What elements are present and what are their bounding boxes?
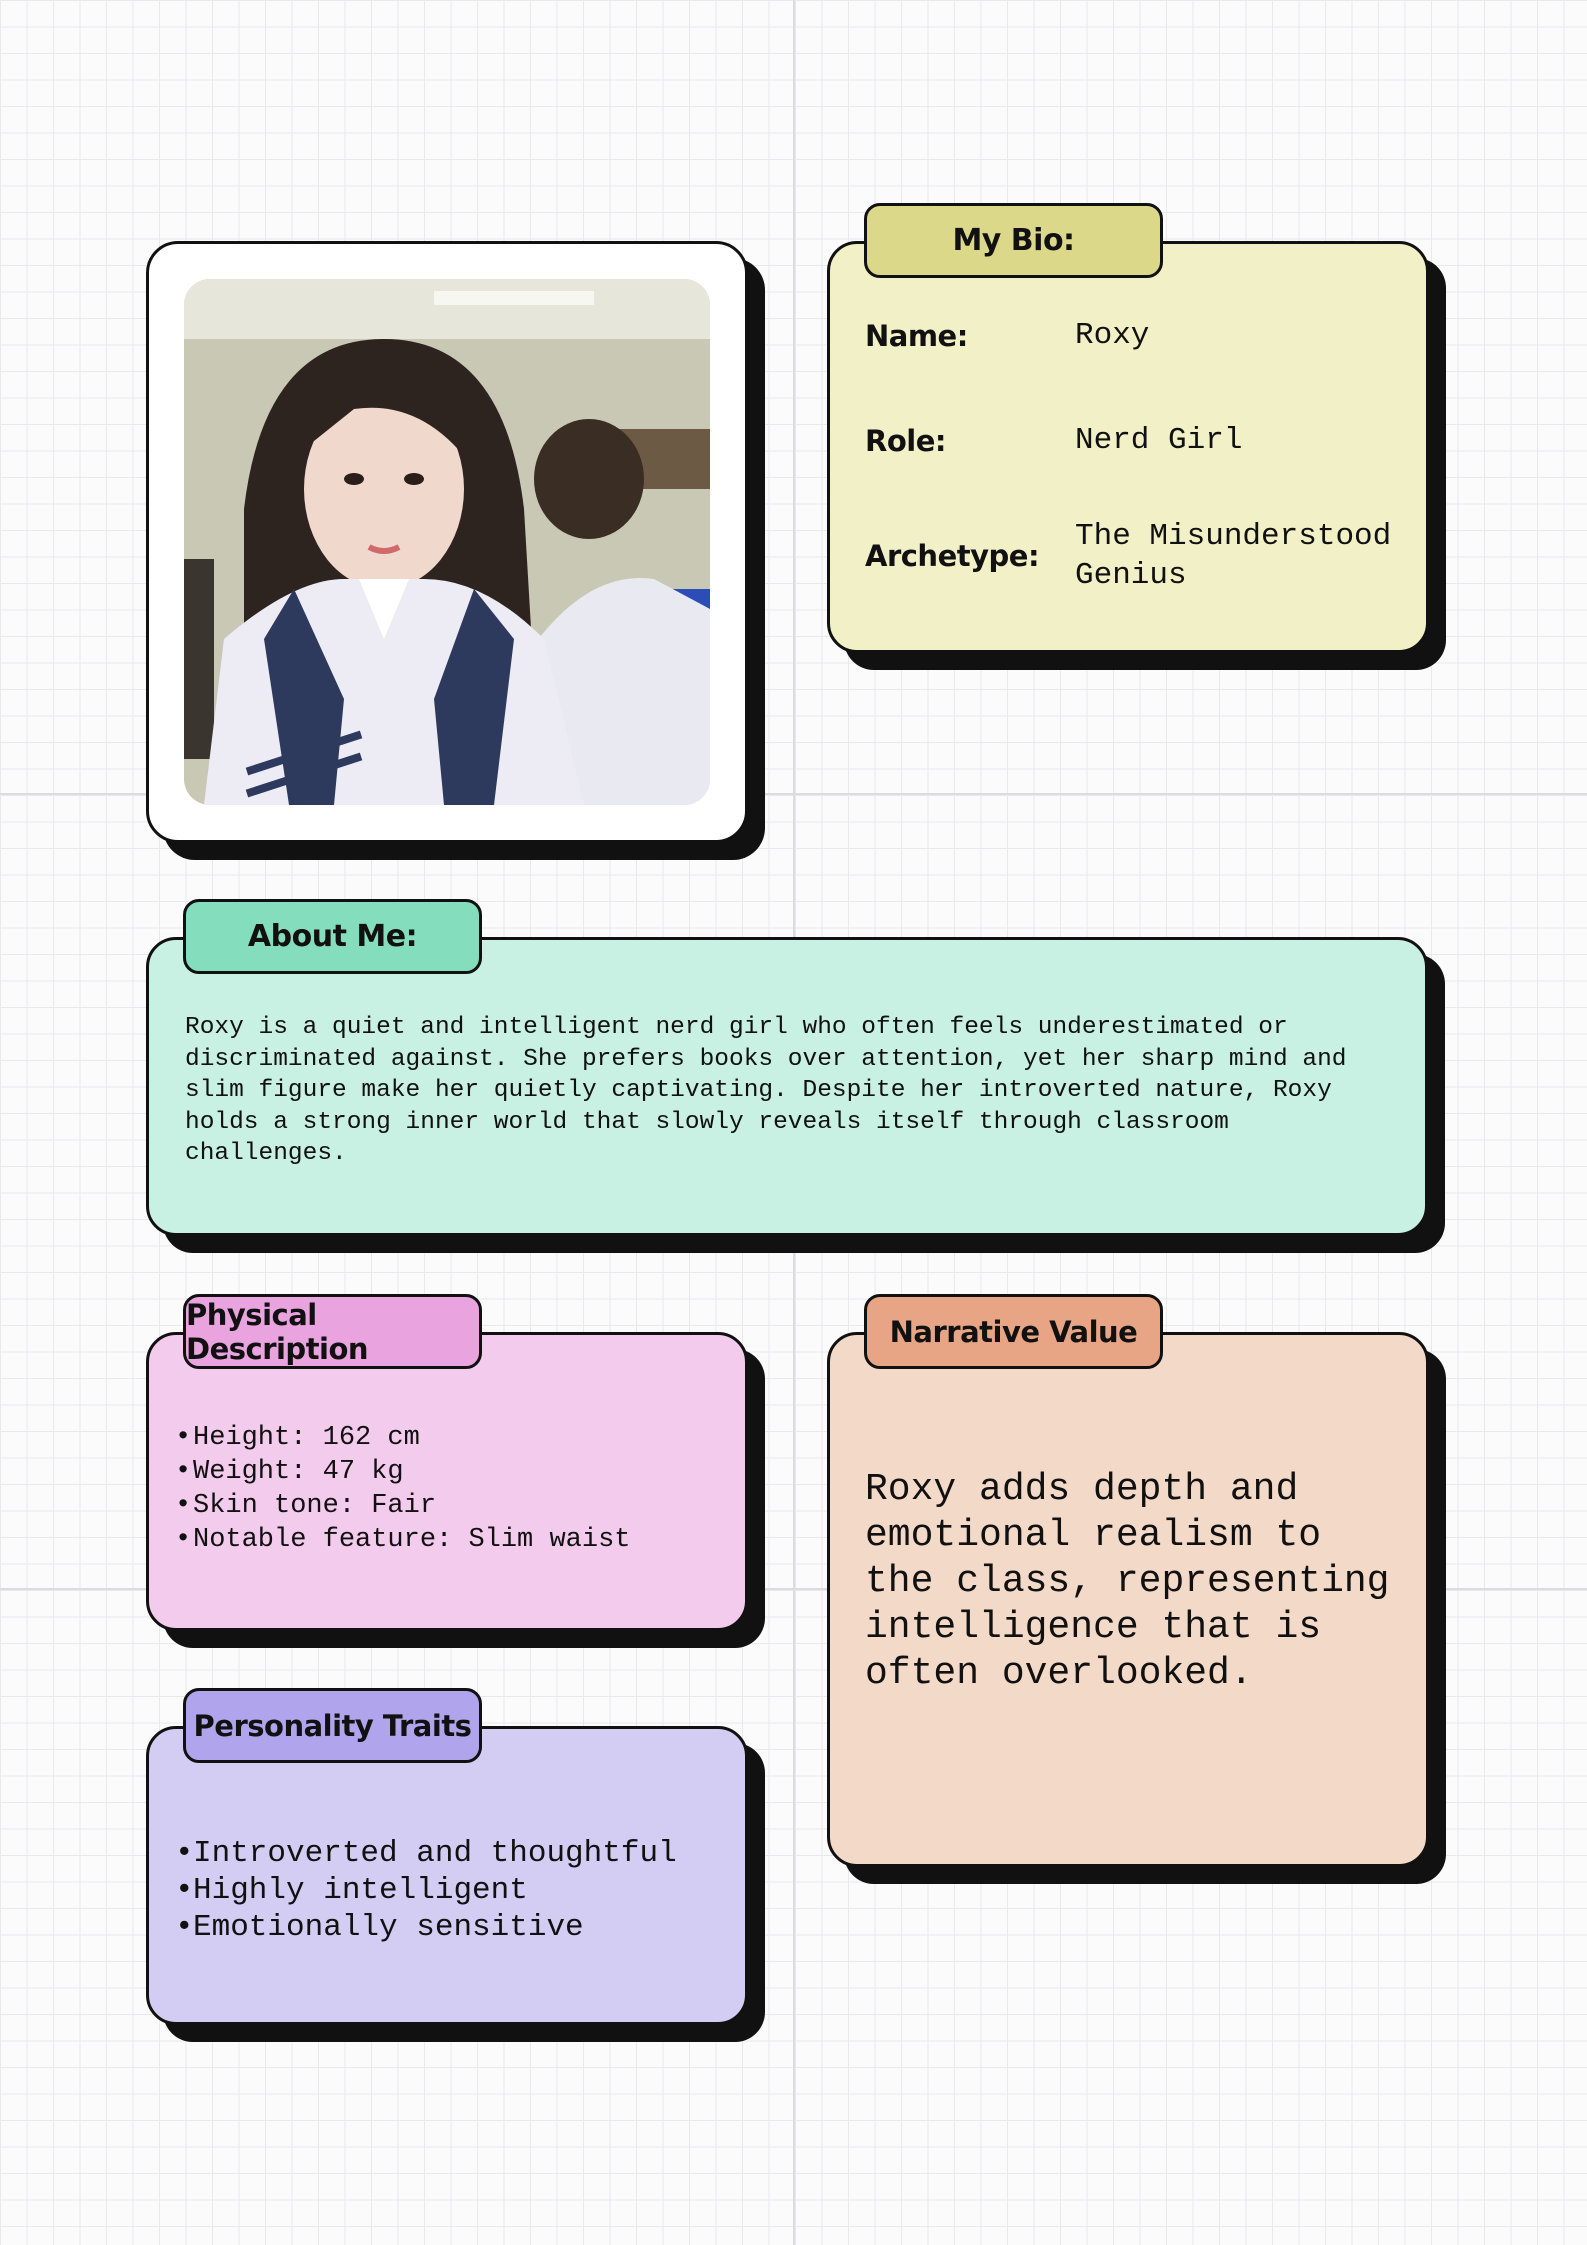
narrative-text: Roxy adds depth and emotional realism to the class, representing intelligence that is often overlooked. bbox=[865, 1468, 1390, 1695]
about-card bbox=[146, 937, 1428, 1236]
list-item: •Emotionally sensitive bbox=[175, 1910, 584, 1945]
list-item: •Highly intelligent bbox=[175, 1873, 528, 1908]
bio-value: Roxy bbox=[1075, 318, 1150, 353]
bio-row-role bbox=[865, 421, 1435, 460]
list-item: •Height: 162 cm bbox=[175, 1423, 420, 1453]
narrative-value-card bbox=[827, 1332, 1429, 1867]
bio-value: Nerd Girl bbox=[1075, 423, 1243, 458]
bio-label: Role: bbox=[865, 423, 946, 458]
bio-row-name bbox=[865, 316, 1435, 355]
list-item: •Introverted and thoughtful bbox=[175, 1836, 677, 1871]
bio-label: Archetype: bbox=[865, 539, 1040, 573]
bio-label: Name: bbox=[865, 318, 968, 353]
narrative-value-tab: Narrative Value bbox=[864, 1294, 1163, 1369]
list-item: •Notable feature: Slim waist bbox=[175, 1525, 631, 1555]
profile-photo-card bbox=[146, 241, 748, 843]
profile-photo bbox=[184, 279, 710, 805]
list-item: •Weight: 47 kg bbox=[175, 1457, 404, 1487]
personality-list bbox=[175, 1835, 677, 1946]
bio-row-archetype bbox=[865, 517, 1435, 595]
physical-description-card bbox=[146, 1332, 748, 1631]
personality-traits-card bbox=[146, 1726, 748, 2025]
about-tab: About Me: bbox=[183, 899, 482, 974]
about-text: Roxy is a quiet and intelligent nerd girl who often feels underestimated or discriminated against. She prefers books over attention, yet her sharp mind and slim figure make her quietly captivating. Despite her introverted nature, Roxy holds a strong inner world that slowly reveals itself through classroom challenges. bbox=[185, 1014, 1347, 1167]
bio-tab: My Bio: bbox=[864, 203, 1163, 278]
physical-list bbox=[175, 1421, 630, 1557]
bio-value: The Misunderstood Genius bbox=[1075, 519, 1392, 593]
list-item: •Skin tone: Fair bbox=[175, 1491, 437, 1521]
bio-card bbox=[827, 241, 1429, 653]
physical-description-tab: Physical Description bbox=[183, 1294, 482, 1369]
personality-traits-tab: Personality Traits bbox=[183, 1688, 482, 1763]
